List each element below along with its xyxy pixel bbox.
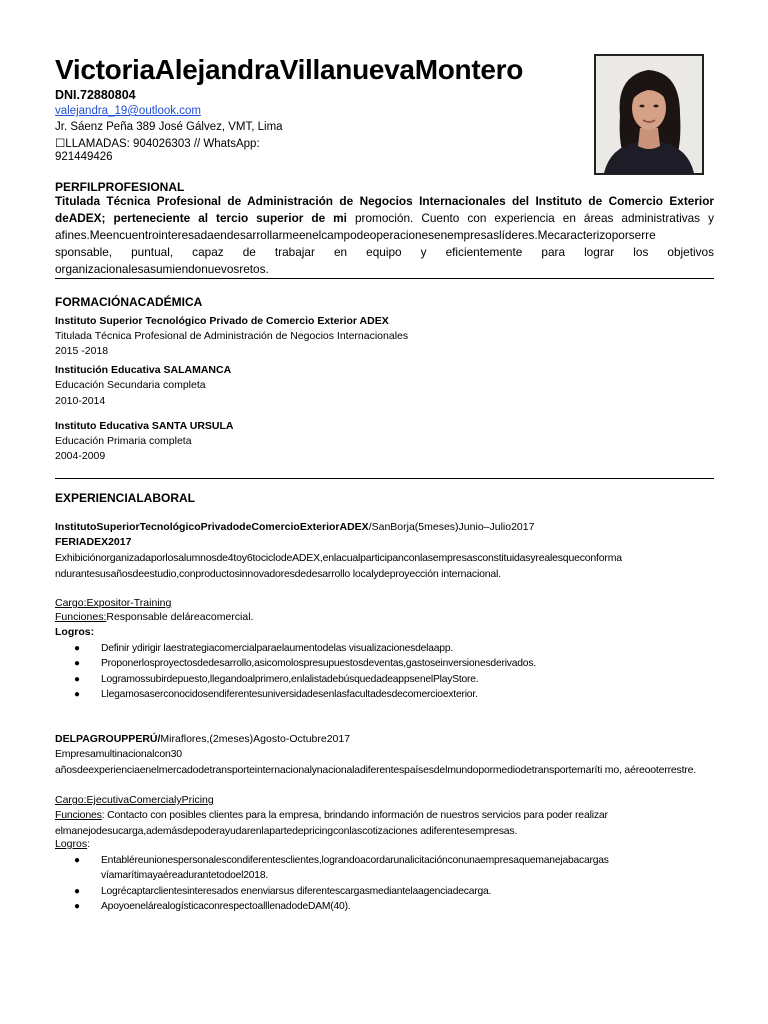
section-divider [55,478,714,479]
job1-description: Exhibiciónorganizadaporlosalumnosde4toy6tociclodeADEX,enlacualparticipanconlasempresasconstituidasyrealesqueconforma ndurantesusañosdeestudio,conproductosinnovadoresdedesarrollo localydeproyección internacional. [55,552,622,580]
job2-logros-list [72,853,712,915]
education-degree-3: Educación Primaria completa [55,435,192,447]
experience-section-title: EXPERIENCIALABORAL [55,491,196,505]
education-school-2: Institución Educativa SALAMANCA [55,364,232,376]
bullet-icon: ● [74,658,80,670]
job1-company: InstitutoSuperiorTecnológicoPrivadodeComercioExteriorADEX [55,521,369,533]
logro-text: Entabléreunionespersonalescondiferentesclientes,lograndoacordarunalicitaciónconunaempresaquemanejabacargas víamarítimayaéreadurantetodoel2018. [101,855,609,882]
job1-funciones-label: Funciones: [55,611,107,623]
job1-logros-label: Logros: [55,626,95,638]
job2-heading [55,733,350,745]
profile-bold-text: Titulada Técnica Profesional de Administración de Negocios Internacionales del Instituto de Comercio Exterior deADEX; perteneciente al tercio superior de mi [55,194,714,225]
education-years-1: 2015 -2018 [55,345,109,357]
job2-logros-colon: : [87,838,91,850]
list-item [72,656,712,671]
job1-place-dates: /SanBorja(5meses)Junio–Julio2017 [368,521,535,533]
education-years-3: 2004-2009 [55,450,106,462]
dni-number: DNI.72880804 [55,88,136,102]
whatsapp-number: 921449426 [55,151,113,163]
list-item [72,687,712,702]
list-item [72,672,712,687]
logro-text: Definir ydirigir laestrategiacomercialparaelaumentodelas visualizacionesdelaapp. [101,643,454,654]
portrait-image [596,56,702,173]
job2-funciones [55,808,714,839]
job1-event: FERIADEX2017 [55,536,132,548]
education-years-2: 2010-2014 [55,395,106,407]
job2-logros [55,838,90,850]
job2-description: Empresamultinacionalcon30 añosdeexperienciaenelmercadodetransporteinternacionalynacionaladiferentespaísesdelmundopormediodetransportemaríti mo, aéreooterrestre. [55,748,696,776]
profile-section-title: PERFILPROFESIONAL [55,180,185,194]
logro-text: ApoyoenelárealogísticaconrespectoalllenadodeDAM(40). [101,901,351,913]
job1-funciones [55,611,253,623]
job2-funciones-text: : Contacto con posibles clientes para la empresa, brindando información de nuestros servicios para poder realizar elmanejodesucarga,ademásdepoderayudarenlapartedepricingconlascotizaciones adiferentesempresas. [55,809,608,837]
logro-text: Logramossubirdepuesto,llegandoalprimero,enlalistadebúsquedadeappsenelPlayStore. [101,673,479,685]
education-degree-1: Titulada Técnica Profesional de Administración de Negocios Internacionales [55,330,409,342]
list-item [72,641,712,656]
job1-heading [55,521,534,533]
list-item [72,884,712,899]
education-school-3: Instituto Educativa SANTA URSULA [55,420,234,432]
email-link[interactable]: valejandra_19@outlook.com [55,105,201,117]
profile-paragraph [55,193,714,278]
job2-funciones-label: Funciones [55,809,102,821]
bullet-icon: ● [74,643,80,654]
logro-text: Proponerlosproyectosdedesarrollo,asicomolospresupuestosdeventas,gastoseinversionesderivados. [101,658,536,670]
education-degree-2: Educación Secundaria completa [55,379,206,391]
bullet-icon: ● [74,901,80,913]
profile-text: promoción. Cuento con experiencia en áreas administrativas y afines.Meencuentrointeresadaendesarrollarmeenelcampodeoperacionesenempresaslíderes.Mecaracterizoporserre sponsable, puntual, capaz de trabajar en equipo y eficientemente para lograr los objetivos organizacionalesasumiendonuevosretos. [55,211,714,276]
education-school-1: Instituto Superior Tecnológico Privado de Comercio Exterior ADEX [55,315,389,327]
section-divider [55,278,714,279]
logro-text: Logrécaptarclientesinteresados enenviarsus diferentescargasmediantelaagenciadecarga. [101,885,492,897]
bullet-icon: ● [74,855,80,866]
bullet-icon: ● [74,673,80,685]
list-item [72,853,712,884]
bullet-icon: ● [74,885,80,897]
profile-photo [594,54,704,175]
education-section-title: FORMACIÓNACADÉMICA [55,295,203,309]
bullet-icon: ● [74,689,80,701]
job2-place-dates: Miraflores,(2meses)Agosto-Octubre2017 [160,733,351,745]
job2-company: DELPAGROUPPERÚ/ [55,733,161,745]
job2-cargo: Cargo:EjecutivaComercialyPricing [55,794,214,806]
phone-line: ☐LLAMADAS: 904026303 // WhatsApp: [55,138,260,150]
job1-funciones-text: Responsable deláreacomercial. [106,611,254,623]
logro-text: Llegamosaserconocidosendiferentesuniversidadesenlasfacultadesdecomercioexterior. [101,689,478,701]
address: Jr. Sáenz Peña 389 José Gálvez, VMT, Lima [55,121,283,133]
candidate-name: VictoriaAlejandraVillanuevaMontero [55,54,524,85]
job1-logros-list [72,641,712,703]
list-item [72,899,712,914]
job2-logros-label: Logros [55,838,88,850]
job1-cargo: Cargo:Expositor-Training [55,597,172,609]
